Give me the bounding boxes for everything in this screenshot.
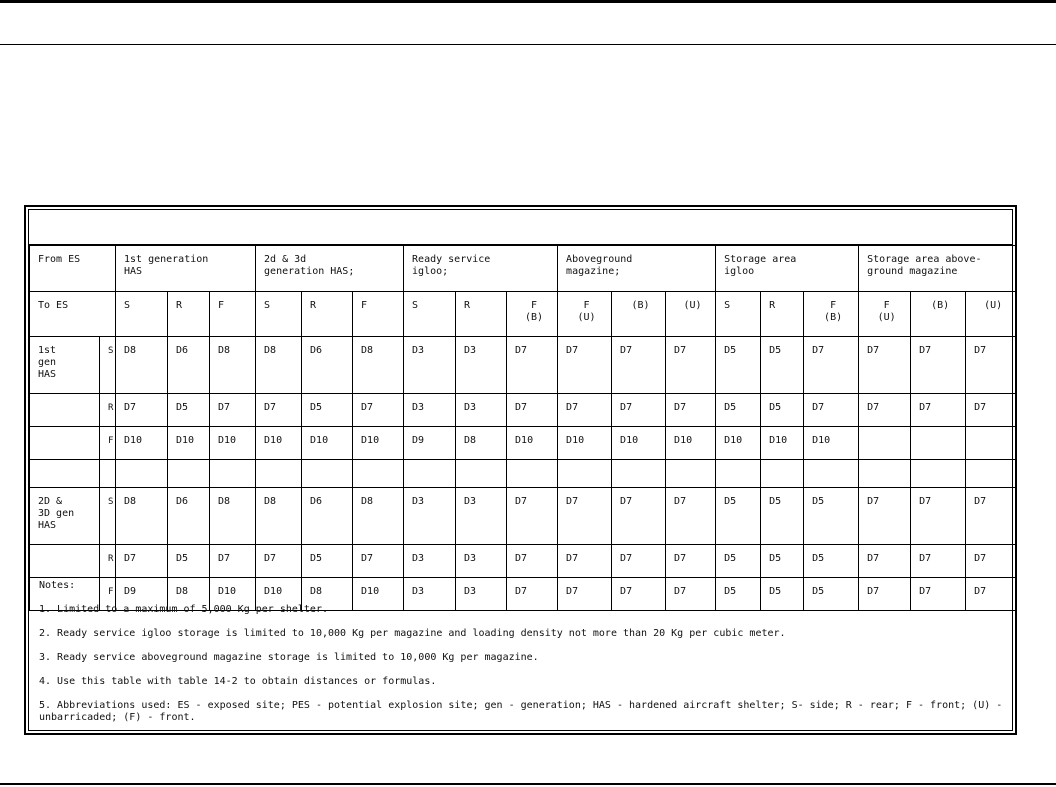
table-cell	[507, 460, 558, 488]
table-cell: D7	[256, 394, 302, 427]
table-cell	[761, 460, 804, 488]
table-cell: D10	[210, 427, 256, 460]
table-cell: D5	[761, 545, 804, 578]
table-cell: D5	[716, 578, 761, 611]
subheader-cell: S	[256, 292, 302, 337]
table-cell: D7	[507, 578, 558, 611]
table-cell: D3	[456, 488, 507, 545]
table-cell: D7	[507, 545, 558, 578]
table-cell: D7	[666, 578, 716, 611]
table-cell: D5	[761, 578, 804, 611]
row-side-label	[100, 460, 116, 488]
table-cell	[168, 460, 210, 488]
table-cell: D7	[966, 394, 1017, 427]
table-cell: D8	[116, 337, 168, 394]
table-cell: D7	[666, 488, 716, 545]
table-cell	[353, 460, 404, 488]
table-cell: D7	[666, 545, 716, 578]
table-cell: D8	[353, 337, 404, 394]
distance-table	[29, 245, 1017, 611]
table-cell: D7	[911, 394, 966, 427]
table-cell: D7	[507, 488, 558, 545]
table-cell: D8	[256, 488, 302, 545]
table-cell: D7	[612, 337, 666, 394]
table-cell: D3	[456, 545, 507, 578]
table-cell: D10	[612, 427, 666, 460]
table-cell	[210, 460, 256, 488]
notes-title: Notes:	[39, 580, 76, 591]
table-cell	[612, 460, 666, 488]
table-cell: D7	[612, 545, 666, 578]
header-storage-area-igloo: Storage area igloo	[716, 246, 859, 292]
subheader-cell: R	[456, 292, 507, 337]
table-cell: D5	[761, 337, 804, 394]
row-side-label: R	[100, 545, 116, 578]
table-cell: D7	[210, 545, 256, 578]
table-cell: D5	[302, 545, 353, 578]
top-rule	[0, 0, 1056, 3]
table-cell: D10	[353, 427, 404, 460]
row-side-label: S	[100, 488, 116, 545]
subheader-cell: F (B)	[507, 292, 558, 337]
table-cell: D5	[716, 394, 761, 427]
header-storage-area-aboveground: Storage area above- ground magazine	[859, 246, 1017, 292]
table-cell: D8	[116, 488, 168, 545]
table-inner-frame	[28, 209, 1013, 731]
footer-rule	[0, 783, 1056, 785]
table-cell: D6	[168, 488, 210, 545]
table-cell: D8	[353, 488, 404, 545]
table-title-strip	[29, 210, 1012, 245]
subheader-cell: F	[210, 292, 256, 337]
table-cell: D7	[507, 337, 558, 394]
table-cell: D7	[666, 337, 716, 394]
table-cell	[666, 460, 716, 488]
table-cell: D5	[804, 545, 859, 578]
header-1st-gen-has: 1st generation HAS	[116, 246, 256, 292]
table-cell: D7	[966, 488, 1017, 545]
table-cell: D7	[353, 545, 404, 578]
table-cell	[116, 460, 168, 488]
table-cell: D5	[302, 394, 353, 427]
table-cell: D3	[404, 488, 456, 545]
table-cell: D6	[168, 337, 210, 394]
table-cell: D7	[256, 545, 302, 578]
table-cell	[716, 460, 761, 488]
row-side-label: F	[100, 578, 116, 611]
subheader-cell: S	[716, 292, 761, 337]
table-cell: D7	[666, 394, 716, 427]
table-cell: D5	[716, 337, 761, 394]
table-row-spacer	[30, 460, 1017, 488]
subheader-cell: R	[761, 292, 804, 337]
table-cell	[911, 460, 966, 488]
subheader-cell: F (U)	[859, 292, 911, 337]
table-frame	[24, 205, 1017, 735]
table-cell: D7	[558, 578, 612, 611]
table-cell: D3	[404, 578, 456, 611]
table-cell	[859, 427, 911, 460]
header-from-es: From ES	[30, 246, 116, 292]
table-cell: D5	[761, 488, 804, 545]
table-cell: D10	[256, 427, 302, 460]
header-ready-service-igloo: Ready service igloo;	[404, 246, 558, 292]
table-cell: D10	[716, 427, 761, 460]
table-cell	[302, 460, 353, 488]
subheader-cell: S	[116, 292, 168, 337]
note-item: 2. Ready service igloo storage is limited to 10,000 Kg per magazine and loading density not more than 20 Kg per cubic meter.	[39, 628, 786, 639]
table-cell: D7	[353, 394, 404, 427]
table-cell: D7	[911, 488, 966, 545]
row-side-label: R	[100, 394, 116, 427]
table-cell	[456, 460, 507, 488]
subheader-cell: (U)	[666, 292, 716, 337]
table-cell: D6	[302, 337, 353, 394]
table-row	[30, 337, 1017, 394]
table-cell: D10	[558, 427, 612, 460]
table-cell: D3	[456, 337, 507, 394]
subheader-cell: F (B)	[804, 292, 859, 337]
header-2d-3d-gen-has: 2d & 3d generation HAS;	[256, 246, 404, 292]
table-row	[30, 488, 1017, 545]
table-cell: D10	[761, 427, 804, 460]
table-cell: D10	[507, 427, 558, 460]
header-row-to	[30, 292, 1017, 337]
row-from-label	[30, 460, 100, 488]
table-cell: D5	[168, 394, 210, 427]
table-cell: D10	[302, 427, 353, 460]
table-cell: D7	[966, 545, 1017, 578]
table-cell: D7	[911, 545, 966, 578]
table-cell: D7	[116, 545, 168, 578]
table-cell: D8	[210, 337, 256, 394]
table-cell: D3	[456, 394, 507, 427]
subheader-cell: R	[302, 292, 353, 337]
note-item: 3. Ready service aboveground magazine storage is limited to 10,000 Kg per magazine.	[39, 652, 539, 663]
table-cell	[859, 460, 911, 488]
note-item: 4. Use this table with table 14-2 to obtain distances or formulas.	[39, 676, 437, 687]
table-cell	[404, 460, 456, 488]
table-cell: D7	[507, 394, 558, 427]
note-item: 5. Abbreviations used: ES - exposed site; PES - potential explosion site; gen - generation; HAS - hardened aircraft shelter; S- side; R - rear; F - front; (U) - unbarricaded; (F) - front.	[39, 700, 1003, 723]
table-row	[30, 545, 1017, 578]
table-cell: D7	[911, 578, 966, 611]
table-cell: D8	[168, 578, 210, 611]
note-item: 1. Limited to a maximum of 5,000 Kg per shelter.	[39, 604, 328, 615]
table-cell: D8	[210, 488, 256, 545]
table-cell: D7	[804, 394, 859, 427]
notes-section	[39, 580, 1011, 736]
table-cell: D7	[911, 337, 966, 394]
table-cell: D5	[761, 394, 804, 427]
table-cell: D10	[666, 427, 716, 460]
row-from-label	[30, 545, 100, 578]
table-cell: D3	[404, 545, 456, 578]
table-cell	[966, 460, 1017, 488]
table-cell	[804, 460, 859, 488]
header-row-from	[30, 246, 1017, 292]
table-cell: D7	[966, 578, 1017, 611]
table-cell: D10	[353, 578, 404, 611]
subheader-cell: F (U)	[558, 292, 612, 337]
table-cell: D5	[804, 488, 859, 545]
header-to-es: To ES	[30, 292, 116, 337]
table-cell: D10	[168, 427, 210, 460]
row-from-label	[30, 394, 100, 427]
table-cell: D8	[302, 578, 353, 611]
table-cell: D5	[804, 578, 859, 611]
table-cell: D3	[404, 394, 456, 427]
table-cell: D9	[404, 427, 456, 460]
table-cell: D8	[456, 427, 507, 460]
table-cell: D7	[859, 337, 911, 394]
table-cell: D7	[966, 337, 1017, 394]
table-cell: D7	[859, 394, 911, 427]
table-cell: D7	[804, 337, 859, 394]
row-from-label: 2D & 3D gen HAS	[30, 488, 100, 545]
table-cell	[966, 427, 1017, 460]
table-cell: D9	[116, 578, 168, 611]
table-cell: D7	[116, 394, 168, 427]
table-cell	[256, 460, 302, 488]
table-cell: D7	[558, 488, 612, 545]
row-side-label: F	[100, 427, 116, 460]
subheader-cell: (U)	[966, 292, 1017, 337]
table-cell: D10	[256, 578, 302, 611]
table-cell: D6	[302, 488, 353, 545]
row-side-label: S	[100, 337, 116, 394]
table-row	[30, 427, 1017, 460]
table-cell: D7	[210, 394, 256, 427]
table-cell: D5	[716, 488, 761, 545]
table-cell	[558, 460, 612, 488]
table-cell: D5	[168, 545, 210, 578]
table-cell: D7	[558, 337, 612, 394]
table-cell: D7	[859, 488, 911, 545]
table-cell: D7	[612, 394, 666, 427]
subheader-cell: S	[404, 292, 456, 337]
subheader-cell: F	[353, 292, 404, 337]
subheader-cell: (B)	[911, 292, 966, 337]
table-cell: D10	[804, 427, 859, 460]
table-cell: D7	[612, 488, 666, 545]
table-cell: D7	[859, 578, 911, 611]
header-rule	[0, 44, 1056, 45]
table-cell: D5	[716, 545, 761, 578]
table-cell: D7	[558, 394, 612, 427]
subheader-cell: (B)	[612, 292, 666, 337]
table-cell: D8	[256, 337, 302, 394]
table-cell: D10	[210, 578, 256, 611]
table-cell	[911, 427, 966, 460]
row-from-label	[30, 427, 100, 460]
row-from-label: 1st gen HAS	[30, 337, 100, 394]
table-cell: D7	[612, 578, 666, 611]
table-cell: D7	[558, 545, 612, 578]
subheader-cell: R	[168, 292, 210, 337]
table-cell: D3	[404, 337, 456, 394]
header-aboveground-magazine: Aboveground magazine;	[558, 246, 716, 292]
table-row	[30, 394, 1017, 427]
table-cell: D10	[116, 427, 168, 460]
table-cell: D7	[859, 545, 911, 578]
table-cell: D3	[456, 578, 507, 611]
